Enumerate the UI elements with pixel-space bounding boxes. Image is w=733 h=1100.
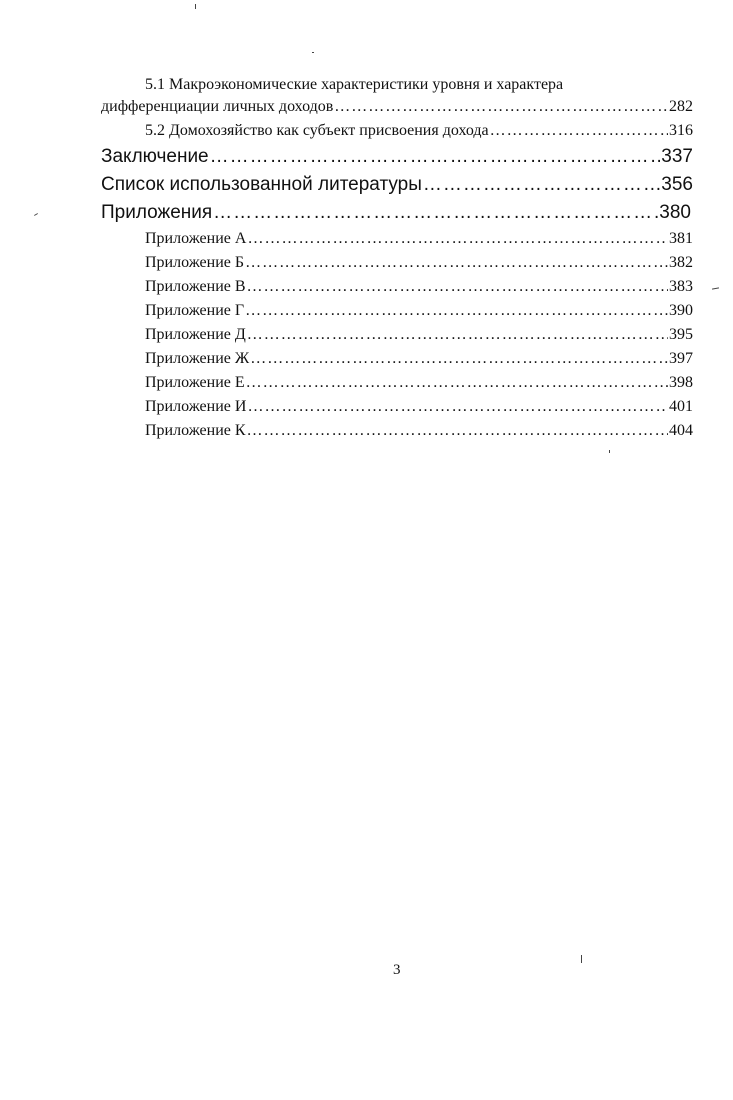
- toc-appendix-item[interactable]: [145, 350, 693, 368]
- appendix-page: 382: [669, 254, 693, 271]
- scan-speck: [581, 955, 582, 963]
- leader-dots: [245, 302, 668, 320]
- leader-dots: [247, 398, 668, 416]
- toc-appendix-item[interactable]: [145, 278, 693, 296]
- leader-dots: [247, 422, 668, 440]
- appendix-label: Приложение Д: [145, 326, 246, 343]
- scan-speck: [195, 4, 196, 9]
- appendix-label: Приложение В: [145, 278, 246, 295]
- toc-section-5-2-page: 316: [669, 122, 693, 139]
- appendix-label: Приложение А: [145, 230, 247, 247]
- toc-section-5-1[interactable]: [101, 98, 693, 116]
- toc-appendices[interactable]: [101, 202, 691, 224]
- scan-speck: [34, 213, 38, 216]
- appendix-label: Приложение Б: [145, 254, 245, 271]
- leader-dots: [423, 174, 660, 196]
- appendix-label: Приложение И: [145, 398, 247, 415]
- appendix-label: Приложение Е: [145, 374, 245, 391]
- toc-appendix-item[interactable]: [145, 422, 693, 440]
- toc-section-5-1-line1: 5.1 Макроэкономические характеристики уровня и характера: [145, 76, 564, 93]
- appendix-page: 390: [669, 302, 693, 319]
- toc-conclusion[interactable]: [101, 146, 693, 168]
- leader-dots: [250, 350, 668, 368]
- leader-dots: [210, 146, 661, 168]
- appendix-label: Приложение К: [145, 422, 246, 439]
- toc-bibliography-label: Список использованной литературы: [101, 174, 422, 195]
- toc-section-5-2[interactable]: [145, 122, 693, 140]
- appendix-page: 383: [669, 278, 693, 295]
- scan-speck: [712, 287, 719, 289]
- toc-section-5-1-page: 282: [669, 98, 693, 115]
- scan-speck: [312, 52, 314, 53]
- appendix-page: 397: [669, 350, 693, 367]
- appendix-label: Приложение Ж: [145, 350, 250, 367]
- toc-appendix-item[interactable]: [145, 254, 693, 272]
- toc-section-5-2-label: 5.2 Домохозяйство как субъект присвоения дохода: [145, 122, 489, 139]
- appendix-label: Приложение Г: [145, 302, 245, 319]
- appendix-page: 404: [669, 422, 693, 439]
- leader-dots: [247, 230, 668, 248]
- page-number: 3: [393, 962, 401, 978]
- toc-conclusion-page: 337: [661, 146, 693, 167]
- toc-conclusion-label: Заключение: [101, 146, 209, 167]
- leader-dots: [245, 254, 668, 272]
- toc-appendices-page: 380: [659, 202, 691, 223]
- toc-bibliography-page: 356: [661, 174, 693, 195]
- toc-appendix-item[interactable]: [145, 302, 693, 320]
- toc-appendix-item[interactable]: [145, 374, 693, 392]
- toc-bibliography[interactable]: [101, 174, 693, 196]
- appendix-page: 401: [669, 398, 693, 415]
- toc-appendix-item[interactable]: [145, 398, 693, 416]
- appendix-page: 395: [669, 326, 693, 343]
- appendix-page: 398: [669, 374, 693, 391]
- toc-appendix-item[interactable]: [145, 326, 693, 344]
- leader-dots: [213, 202, 658, 224]
- leader-dots: [247, 278, 668, 296]
- toc-appendix-item[interactable]: [145, 230, 693, 248]
- appendix-page: 381: [669, 230, 693, 247]
- leader-dots: [247, 326, 668, 344]
- toc-appendices-label: Приложения: [101, 202, 213, 223]
- leader-dots: [334, 98, 668, 116]
- leader-dots: [246, 374, 668, 392]
- leader-dots: [490, 122, 668, 140]
- toc-section-5-1-label: дифференциации личных доходов: [101, 98, 334, 115]
- scan-speck: [609, 450, 610, 453]
